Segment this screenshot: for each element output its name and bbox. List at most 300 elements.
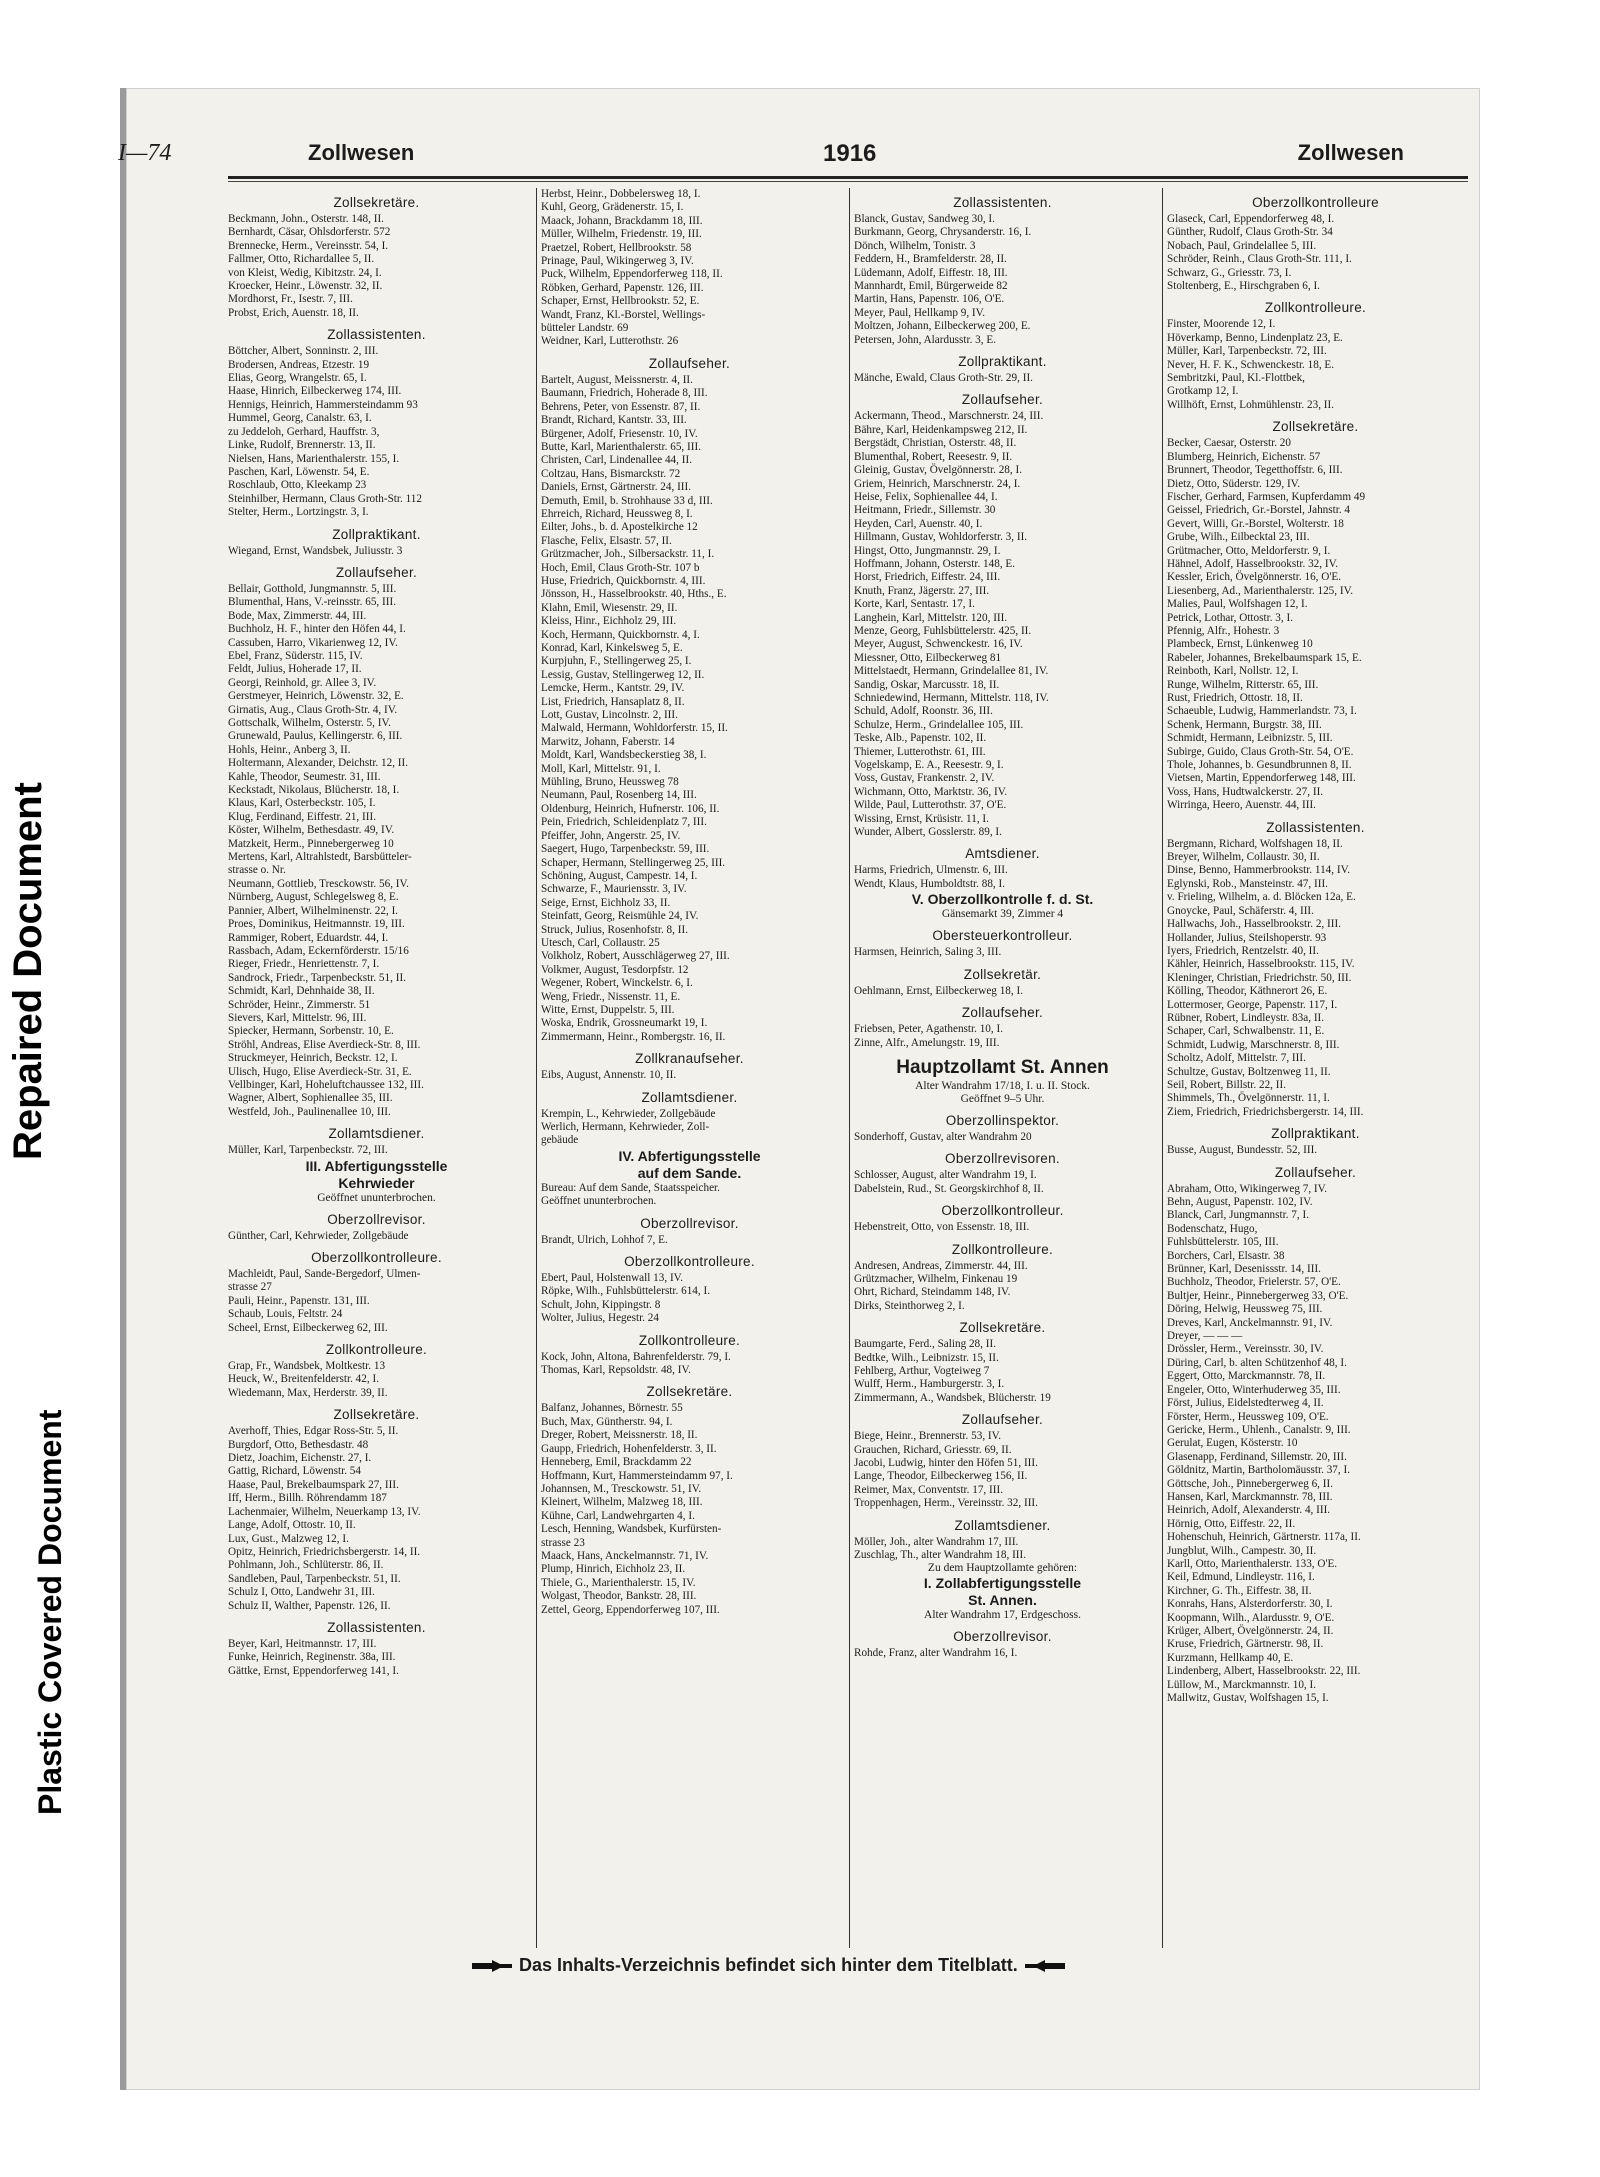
section-heading: Zollsekretäre. [959,1320,1046,1336]
directory-entry: Pannier, Albert, Wilhelminenstr. 22, I. [228,904,399,917]
directory-entry: Gättke, Ernst, Eppendorferweg 141, I. [228,1664,399,1677]
directory-entry: Gattig, Richard, Löwenstr. 54 [228,1465,361,1478]
directory-entry: Roschlaub, Otto, Kleekamp 23 [228,479,367,492]
directory-entry: Schulz I, Otto, Landwehr 31, III. [228,1586,375,1599]
directory-entry: Rammiger, Robert, Eduardstr. 44, I. [228,931,389,944]
side-label-plastic: Plastic Covered Document [32,1409,68,1815]
directory-entry: Fallmer, Otto, Richardallee 5, II. [228,253,375,266]
directory-entry: Behn, August, Papenstr. 102, IV. [1167,1196,1313,1208]
directory-entry: Hoffmann, Johann, Osterstr. 148, E. [854,557,1016,570]
directory-entry: Steinhilber, Hermann, Claus Groth-Str. 112 [228,492,422,505]
directory-entry: Schlosser, August, alter Wandrahm 19, I. [854,1169,1037,1182]
directory-entry: Hallwachs, Joh., Hasselbrookstr. 2, III. [1167,918,1341,931]
directory-entry: Volkmer, August, Tesdorpfstr. 12 [541,963,689,976]
directory-entry: Ehrreich, Richard, Heussweg 8, I. [541,507,693,520]
directory-entry: Wagner, Albert, Sophienallee 35, III. [228,1092,393,1105]
directory-entry: Mühling, Bruno, Heussweg 78 [541,776,679,789]
directory-entry: Gottschalk, Wilhelm, Osterstr. 5, IV. [228,717,391,729]
section-heading: Zollpraktikant. [332,526,421,542]
directory-entry: Bureau: Auf dem Sande, Staatsspeicher. [541,1181,720,1194]
directory-entry: Struck, Julius, Rosenhofstr. 8, II. [541,923,688,936]
directory-entry: Klahn, Emil, Wiesenstr. 29, II. [541,601,678,614]
directory-entry: Bähre, Karl, Heidenkampsweg 212, II. [854,423,1028,436]
section-heading: Oberzollrevisor. [327,1211,426,1227]
directory-entry: Troppenhagen, Herm., Vereinsstr. 32, III. [854,1497,1038,1510]
directory-entry: Voss, Gustav, Frankenstr. 2, IV. [854,772,995,785]
section-heading: Zollpraktikant. [958,354,1047,370]
directory-entry: Oldenburg, Heinrich, Hufnerstr. 106, II. [541,802,720,815]
directory-entry: Jungblut, Wilh., Campestr. 30, II. [1167,1544,1317,1557]
directory-entry: Buchholz, H. F., hinter den Höfen 44, I. [228,623,406,636]
directory-entry: Ackermann, Theod., Marschnerstr. 24, III. [854,410,1044,423]
directory-entry: Blanck, Gustav, Sandweg 30, I. [854,213,995,225]
directory-entry: Wichmann, Otto, Marktstr. 36, IV. [854,785,1008,798]
directory-entry: Scheel, Ernst, Eilbeckerweg 62, III. [228,1321,388,1334]
directory-entry: Jacobi, Ludwig, hinter den Höfen 51, III. [854,1457,1038,1469]
directory-entry: Kurpjuhn, F., Stellingerweg 25, I. [541,655,692,668]
directory-entry: Stoltenberg, E., Hirschgraben 6, I. [1167,280,1320,293]
section-heading: Zollkontrolleure. [951,1241,1054,1257]
directory-entry: Hohls, Heinr., Anberg 3, II. [228,743,351,756]
directory-entry: Geöffnet ununterbrochen. [541,1195,657,1208]
directory-entry: Rust, Friedrich, Ottostr. 18, II. [1167,692,1303,704]
directory-entry: Maack, Hans, Anckelmannstr. 71, IV. [541,1549,709,1562]
directory-entry: Petersen, John, Alardusstr. 3, E. [854,333,997,346]
directory-entry: Fuhlsbüttelerstr. 105, III. [1167,1236,1279,1249]
directory-entry: Pauli, Heinr., Papenstr. 131, III. [228,1294,370,1307]
directory-entry: Dönch, Wilhelm, Tonistr. 3 [854,239,976,252]
directory-entry: Breyer, Wilhelm, Collaustr. 30, II. [1167,851,1320,864]
directory-entry: Först, Julius, Eidelstedterweg 4, II. [1167,1397,1324,1410]
directory-entry: Pein, Friedrich, Schleidenplatz 7, III. [541,816,707,829]
directory-entry: Buch, Max, Güntherstr. 94, I. [541,1415,673,1428]
directory-entry: Probst, Erich, Auenstr. 18, II. [228,306,359,319]
directory-entry: Oehlmann, Ernst, Eilbeckerweg 18, I. [854,984,1024,997]
directory-entry: Dreves, Karl, Anckelmannstr. 91, IV. [1167,1316,1333,1329]
directory-entry: Kleninger, Christian, Friedrichstr. 50, III. [1167,971,1352,984]
directory-entry: Kurzmann, Hellkamp 40, E. [1167,1651,1294,1664]
directory-entry: Holtermann, Alexander, Deichstr. 12, II. [228,757,409,770]
directory-entry: Pfennig, Alfr., Hohestr. 3 [1167,624,1280,637]
directory-entry: Ebel, Franz, Süderstr. 115, IV. [228,649,363,662]
directory-entry: Runge, Wilhelm, Ritterstr. 65, III. [1167,678,1319,691]
section-heading: Zollaufseher. [648,355,731,371]
section-heading: Zollassistenten. [327,1619,426,1635]
directory-entry: Heitmann, Friedr., Sillemstr. 30 [854,504,996,517]
section-heading: Zollaufseher. [1274,1164,1357,1180]
directory-entry: Langhein, Karl, Mittelstr. 120, III. [854,611,1008,624]
section-note: Alter Wandrahm 17, Erdgeschoss. [924,1609,1081,1622]
directory-entry: Zinne, Alfr., Amelungstr. 19, III. [854,1036,1000,1049]
directory-entry: Pfeiffer, John, Angerstr. 25, IV. [541,829,681,842]
directory-entry: Lessig, Gustav, Stellingerweg 12, II. [541,668,705,681]
directory-entry: Averhoff, Thies, Edgar Ross-Str. 5, II. [228,1425,399,1438]
directory-entry: Geissel, Friedrich, Gr.-Borstel, Jahnstr. 4 [1167,504,1351,517]
directory-entry: Wilde, Paul, Lutterothstr. 37, O'E. [854,799,1007,812]
directory-entry: Martin, Hans, Papenstr. 106, O'E. [854,293,1005,306]
directory-entry: Hummel, Georg, Canalstr. 63, I. [228,412,372,425]
directory-entry: Andresen, Andreas, Zimmerstr. 44, III. [854,1259,1028,1272]
directory-entry: Rabeler, Johannes, Brekelbaumspark 15, E. [1167,651,1362,664]
directory-entry: Wiedemann, Max, Herderstr. 39, II. [228,1386,388,1399]
directory-entry: Balfanz, Johannes, Börnestr. 55 [541,1402,683,1415]
directory-entry: Machleidt, Paul, Sande-Bergedorf, Ulmen- [228,1268,421,1280]
directory-entry: Haase, Paul, Brekelbaumspark 27, III. [228,1478,399,1491]
directory-entry: Ohrt, Richard, Steindamm 148, IV. [854,1286,1011,1299]
directory-entry: Vellbinger, Karl, Hoheluftchaussee 132, III. [228,1078,424,1091]
directory-entry: Mallwitz, Gustav, Wolfshagen 15, I. [1167,1692,1329,1705]
directory-entry: Nürnberg, August, Schlegelsweg 8, E. [228,891,399,904]
directory-entry: Buchholz, Theodor, Frielerstr. 57, O'E. [1167,1276,1341,1289]
directory-entry: Böttcher, Albert, Sonninstr. 2, III. [228,345,379,358]
directory-entry: Subirge, Guido, Claus Groth-Str. 54, O'E. [1167,745,1354,758]
directory-entry: Grap, Fr., Wandsbek, Moltkestr. 13 [228,1360,386,1373]
directory-entry: Knuth, Franz, Jägerstr. 27, III. [854,584,990,597]
directory-entry: Hähnel, Adolf, Hasselbrookstr. 32, IV. [1167,557,1339,570]
directory-entry: Zimmermann, Heinr., Rombergstr. 16, II. [541,1030,726,1043]
directory-entry: Drössler, Herm., Vereinsstr. 30, IV. [1167,1343,1324,1356]
directory-entry: Biege, Heinr., Brennerstr. 53, IV. [854,1430,1002,1443]
section-note: Gänsemarkt 39, Zimmer 4 [941,908,1064,921]
section-heading: Kehrwieder [338,1174,415,1191]
directory-entry: Blanck, Carl, Jungmannstr. 7, I. [1167,1209,1310,1222]
section-heading: Zollsekretär. [963,966,1042,982]
directory-entry: Lottermoser, George, Papenstr. 117, I. [1167,998,1338,1011]
directory-entry: Sievers, Karl, Mittelstr. 96, III. [228,1011,367,1024]
directory-entry: Finster, Moorende 12, I. [1167,318,1276,331]
directory-entry: Sandig, Oskar, Marcusstr. 18, II. [854,678,1000,691]
directory-entry: Iff, Herm., Billh. Röhrendamm 187 [228,1492,387,1505]
directory-entry: Baumgarte, Ferd., Saling 28, II. [854,1338,996,1351]
directory-entry: Schaper, Hermann, Stellingerweg 25, III. [541,856,726,869]
directory-entry: Schröder, Heinr., Zimmerstr. 51 [228,998,371,1011]
section-heading: Zollaufseher. [335,564,418,580]
directory-entry: Maack, Johann, Brackdamm 18, III. [541,214,703,227]
directory-entry: Wolter, Julius, Hegestr. 24 [541,1312,659,1325]
directory-entry: Mertens, Karl, Altrahlstedt, Barsbütteler- [228,851,412,864]
section-heading: Hauptzollamt St. Annen [896,1056,1109,1078]
directory-entry: Lindenberg, Albert, Hasselbrookstr. 22, III. [1167,1665,1361,1678]
directory-entry: Köster, Wilhelm, Bethesdastr. 49, IV. [228,824,395,837]
directory-entry: strasse o. Nr. [228,864,286,877]
directory-entry: Keckstadt, Nikolaus, Blücherstr. 18, I. [228,784,400,797]
directory-entry: Ströhl, Andreas, Elise Averdieck-Str. 8, III. [228,1038,421,1051]
directory-entry: Schmidt, Karl, Dehnhaide 38, II. [228,985,375,998]
section-heading: Obersteuerkontrolleur. [932,928,1073,944]
directory-entry: Krempin, L., Kehrwieder, Zollgebäude [541,1107,716,1120]
directory-entry: Coltzau, Hans, Bismarckstr. 72 [541,467,681,480]
directory-entry: Nielsen, Hans, Marienthalerstr. 155, I. [228,452,400,465]
directory-entry: Never, H. F. K., Schwenckestr. 18, E. [1167,358,1335,371]
directory-entry: Malwald, Hermann, Wohldorferstr. 15, II. [541,722,728,735]
section-heading: Zollaufseher. [961,392,1044,408]
section-heading: Zollamtsdiener. [641,1089,738,1105]
directory-entry: Bürgener, Adolf, Friesenstr. 10, IV. [541,427,698,440]
directory-entry: Busse, August, Bundesstr. 52, III. [1167,1144,1318,1157]
directory-entry: Müller, Karl, Tarpenbeckstr. 72, III. [228,1144,388,1157]
directory-entry: Dietz, Joachim, Eichenstr. 27, I. [228,1452,372,1465]
directory-entry: Dietz, Otto, Süderstr. 129, IV. [1167,477,1301,490]
directory-entry: Höverkamp, Benno, Lindenplatz 23, E. [1167,331,1343,344]
directory-entry: Schulze, Herm., Grindelallee 105, III. [854,718,1024,731]
section-heading: Zollkranaufseher. [635,1051,744,1067]
directory-entry: Hörnig, Otto, Eiffestr. 22, II. [1167,1517,1296,1530]
directory-entry: Westfeld, Joh., Paulinenallee 10, III. [228,1105,391,1118]
directory-entry: Schenk, Hermann, Burgstr. 38, III. [1167,718,1322,731]
section-heading: Amtsdiener. [965,846,1040,862]
directory-entry: Thiele, G., Marienthalerstr. 15, IV. [541,1576,696,1589]
directory-entry: Hoffmann, Kurt, Hammersteindamm 97, I. [541,1469,733,1482]
directory-entry: Schmidt, Hermann, Leibnizstr. 5, III. [1167,732,1333,745]
directory-entry: Mänche, Ewald, Claus Groth-Str. 29, II. [854,372,1033,385]
directory-entry: Pohlmann, Joh., Schlüterstr. 86, II. [228,1559,384,1572]
column-1 [228,188,525,1948]
directory-entry: Georgi, Reinhold, gr. Allee 3, IV. [228,676,377,689]
directory-entry: Opitz, Heinrich, Friedrichsbergerstr. 14, II. [228,1545,421,1558]
directory-entry: Lott, Gustav, Lincolnstr. 2, III. [541,709,678,722]
directory-entry: Feddern, H., Bramfelderstr. 28, II. [854,253,1007,266]
directory-entry: Kirchner, G. Th., Eiffestr. 38, II. [1167,1584,1312,1597]
directory-entry: Gericke, Herm., Uhlenh., Canalstr. 9, III. [1167,1423,1351,1436]
directory-entry: Gerulat, Eugen, Kösterstr. 10 [1167,1437,1298,1450]
directory-entry: Kruse, Friedrich, Gärtnerstr. 98, II. [1167,1638,1324,1651]
directory-entry: Spiecker, Hermann, Sorbenstr. 10, E. [228,1025,394,1038]
directory-entry: Koopmann, Wilh., Alardusstr. 9, O'E. [1167,1611,1335,1624]
directory-entry: Grützmacher, Joh., Silbersackstr. 11, I. [541,548,715,561]
directory-entry: Demuth, Emil, b. Strohhause 33 d, III. [541,494,713,507]
directory-entry: Grube, Wilh., Eilbecktal 23, III. [1167,531,1310,544]
directory-entry: Zuschlag, Th., alter Wandrahm 18, III. [854,1549,1027,1562]
directory-entry: Gaupp, Friedrich, Hohenfelderstr. 3, II. [541,1442,717,1455]
directory-entry: Brandt, Ulrich, Lohhof 7, E. [541,1233,668,1246]
directory-columns [228,188,1468,1948]
directory-entry: Dirks, Steinthorweg 2, I. [854,1299,965,1312]
directory-entry: Moltzen, Johann, Eilbeckerweg 200, E. [854,320,1031,333]
directory-entry: Werlich, Hermann, Kehrwieder, Zoll- [541,1121,710,1133]
directory-entry: Schult, John, Kippingstr. 8 [541,1298,661,1311]
directory-entry: Schwarze, F., Mauriensstr. 3, IV. [541,883,687,896]
section-heading: Oberzollrevisor. [953,1629,1052,1645]
directory-entry: Günther, Rudolf, Claus Groth-Str. 34 [1167,226,1333,239]
directory-entry: Sembritzki, Paul, Kl.-Flottbek, [1167,372,1305,385]
column-4 [1167,188,1464,1948]
section-heading: Zollamtsdiener. [954,1517,1051,1533]
directory-entry: Malies, Paul, Wolfshagen 12, I. [1167,598,1308,611]
directory-entry: Rieger, Friedr., Henriettenstr. 7, I. [228,958,380,971]
directory-entry: Konrad, Karl, Kinkelsweg 5, E. [541,642,683,654]
section-note: Alter Wandrahm 17/18, I. u. II. Stock. [915,1079,1090,1092]
directory-entry: Linke, Rudolf, Brennerstr. 13, II. [228,439,376,452]
directory-entry: Hohenschuh, Heinrich, Gärtnerstr. 117a, II. [1167,1531,1361,1544]
directory-entry: Liesenberg, Ad., Marienthalerstr. 125, IV. [1167,584,1354,597]
directory-entry: Thiemer, Lutterothstr. 61, III. [854,745,986,758]
directory-entry: Schniedewind, Hermann, Mittelstr. 118, IV. [854,692,1049,704]
section-heading: Zollkontrolleure. [1264,300,1367,316]
directory-entry: Brennecke, Herm., Vereinsstr. 54, I. [228,239,389,252]
directory-entry: Lemcke, Herm., Kantstr. 29, IV. [541,682,685,695]
directory-entry: Wolgast, Theodor, Bankstr. 28, III. [541,1590,697,1603]
directory-entry: Behrens, Peter, von Essenstr. 87, II. [541,400,701,413]
directory-entry: Gnoycke, Paul, Schäferstr. 4, III. [1167,904,1314,917]
directory-entry: Becker, Caesar, Osterstr. 20 [1167,437,1291,450]
directory-entry: Grotkamp 12, I. [1167,385,1239,398]
directory-entry: Sandrock, Friedr., Tarpenbeckstr. 51, II. [228,971,406,984]
directory-entry: Göldnitz, Martin, Bartholomäusstr. 37, I. [1167,1464,1351,1477]
directory-entry: Koch, Hermann, Quickbornstr. 4, I. [541,628,700,641]
directory-entry: Thomas, Karl, Repsoldstr. 48, IV. [541,1364,691,1377]
directory-entry: Düring, Carl, b. alten Schützenhof 48, I. [1167,1356,1347,1369]
section-heading: Oberzollkontrolleure. [624,1254,755,1270]
section-heading: Zollsekretäre. [1272,419,1359,435]
directory-entry: Funke, Heinrich, Reginenstr. 38a, III. [228,1651,396,1664]
section-heading: Zollassistenten. [1266,819,1365,835]
directory-entry: Bodenschatz, Hugo, [1167,1222,1258,1235]
section-heading: Zollassistenten. [327,327,426,343]
directory-entry: Reinboth, Karl, Nollstr. 12, I. [1167,665,1299,678]
directory-entry: Feldt, Julius, Hoherade 17, II. [228,663,362,676]
side-label-repaired: Repaired Document [6,782,50,1160]
directory-entry: Nobach, Paul, Grindelallee 5, III. [1167,239,1317,252]
directory-entry: Wegener, Robert, Winckelstr. 6, I. [541,977,693,990]
section-heading: Oberzollrevisoren. [945,1151,1060,1167]
directory-entry: Kock, John, Altona, Bahrenfelderstr. 79, I. [541,1350,731,1363]
directory-entry: Puck, Wilhelm, Eppendorferweg 118, II. [541,268,723,281]
directory-entry: Gevert, Willi, Gr.-Borstel, Wolterstr. 18 [1167,517,1344,530]
directory-entry: Engeler, Otto, Winterhuderweg 35, III. [1167,1383,1341,1396]
column-3 [854,188,1151,1948]
directory-entry: Hollander, Julius, Steilshoperstr. 93 [1167,931,1327,944]
directory-entry: zu Jeddeloh, Gerhard, Hauffstr. 3, [228,425,380,438]
directory-entry: Kleiss, Hinr., Eichholz 29, III. [541,615,677,628]
directory-entry: Korte, Karl, Sentastr. 17, I. [854,598,975,611]
directory-entry: Elias, Georg, Wrangelstr. 65, I. [228,372,367,385]
directory-entry: Harms, Friedrich, Ulmenstr. 6, III. [854,864,1008,877]
section-note: Geöffnet 9–5 Uhr. [960,1092,1045,1105]
directory-entry: Schaper, Carl, Schwalbenstr. 11, E. [1167,1025,1325,1038]
directory-entry: Kühne, Carl, Landwehrgarten 4, I. [541,1509,695,1522]
directory-entry: Meyer, Paul, Hellkamp 9, IV. [854,306,986,319]
directory-entry: Flasche, Felix, Elsastr. 57, II. [541,534,672,547]
directory-entry: Bultjer, Heinr., Pinnebergerweg 33, O'E. [1167,1289,1349,1302]
directory-entry: Schaper, Ernst, Hellbrookstr. 52, E. [541,295,700,308]
directory-entry: strasse 23 [541,1536,585,1549]
directory-entry: Abraham, Otto, Wikingerweg 7, IV. [1167,1182,1328,1195]
directory-entry: Wulff, Herm., Hamburgerstr. 3, I. [854,1378,1005,1391]
directory-entry: Heuck, W., Breitenfelderstr. 42, I. [228,1373,379,1386]
directory-entry: Rübner, Robert, Lindleystr. 83a, II. [1167,1011,1325,1024]
directory-entry: Kroecker, Heinr., Löwenstr. 32, II. [228,280,383,293]
directory-entry: Johannsen, M., Tresckowstr. 51, IV. [541,1482,702,1495]
directory-entry: Willhöft, Ernst, Lohmühlenstr. 23, II. [1167,398,1335,411]
directory-entry: Hingst, Otto, Jungmannstr. 29, I. [854,544,1001,557]
directory-entry: Kessler, Erich, Övelgönnerstr. 16, O'E. [1167,571,1342,584]
directory-entry: Plambeck, Ernst, Lünkenweg 10 [1167,638,1313,651]
directory-entry: Gerstmeyer, Heinrich, Löwenstr. 32, E. [228,690,404,703]
directory-entry: Fischer, Gerhard, Farmsen, Kupferdamm 49 [1167,490,1366,503]
directory-entry: Eglynski, Rob., Mansteinstr. 47, III. [1167,877,1328,890]
directory-entry: Miessner, Otto, Eilbeckerweg 81 [854,651,1002,664]
directory-entry: Förster, Herm., Heussweg 109, O'E. [1167,1410,1329,1423]
directory-entry: Klug, Ferdinand, Eiffestr. 21, III. [228,810,376,823]
directory-entry: Reimer, Max, Conventstr. 17, III. [854,1483,1004,1496]
directory-entry: Thole, Johannes, b. Gesundbrunnen 8, II. [1167,759,1352,772]
directory-entry: Seil, Robert, Billstr. 22, II. [1167,1078,1287,1091]
directory-entry: Wiegand, Ernst, Wandsbek, Juliusstr. 3 [228,544,403,557]
directory-entry: Klaus, Karl, Osterbeckstr. 105, I. [228,797,376,810]
section-heading: Oberzollinspektor. [945,1112,1060,1128]
directory-entry: Wendt, Klaus, Humboldtstr. 88, I. [854,877,1006,890]
directory-entry: Fehlberg, Arthur, Vogteiweg 7 [854,1364,990,1377]
directory-entry: Müller, Wilhelm, Friedenstr. 19, III. [541,228,702,241]
directory-entry: Röpke, Wilh., Fuhlsbüttelerstr. 614, I. [541,1285,711,1298]
directory-entry: Konrahs, Hans, Alsterdorferstr. 30, I. [1167,1598,1333,1611]
directory-entry: Brodersen, Andreas, Etzestr. 19 [228,358,370,371]
directory-entry: Schaub, Louis, Feltstr. 24 [228,1308,343,1321]
directory-entry: Glasenapp, Ferdinand, Sillemstr. 20, III. [1167,1450,1347,1463]
directory-entry: Sonderhoff, Gustav, alter Wandrahm 20 [854,1130,1032,1143]
directory-entry: Beyer, Karl, Heitmannstr. 17, III. [228,1637,377,1650]
directory-entry: Vogelskamp, E. A., Reesestr. 9, I. [854,759,1004,772]
page-header [118,140,1464,174]
directory-entry: Mittelstaedt, Hermann, Grindelallee 81, IV. [854,665,1049,678]
directory-entry: Wissing, Ernst, Krüsistr. 11, I. [854,812,989,825]
directory-entry: Blumenthal, Hans, V.-reinsstr. 65, III. [228,596,397,609]
directory-entry: Petrick, Lothar, Ottostr. 3, I. [1167,611,1294,624]
directory-entry: Henneberg, Emil, Brackdamm 22 [541,1456,692,1469]
directory-entry: Hennigs, Heinrich, Hammersteindamm 93 [228,398,418,411]
directory-entry: Seige, Ernst, Eichholz 33, II. [541,896,671,909]
directory-entry: Friebsen, Peter, Agathenstr. 10, I. [854,1023,1004,1036]
directory-entry: Saegert, Hugo, Tarpenbeckstr. 59, III. [541,843,710,856]
section-heading: Zollaufseher. [961,1005,1044,1021]
directory-entry: Stelter, Herm., Lortzingstr. 3, I. [228,506,369,519]
directory-entry: Hillmann, Gustav, Wohldorferstr. 3, II. [854,531,1028,544]
directory-entry: Plump, Hinrich, Eichholz 23, II. [541,1563,686,1576]
footer-text: Das Inhalts-Verzeichnis befindet sich hinter dem Titelblatt. [519,1955,1018,1975]
directory-entry: Dreyer, — — — [1167,1330,1243,1343]
section-heading: Zollamtsdiener. [328,1126,425,1142]
section-heading: Zollassistenten. [953,195,1052,210]
directory-entry: Prinage, Paul, Wikingerweg 3, IV. [541,255,694,268]
directory-entry: Schöning, August, Campestr. 14, I. [541,869,698,882]
directory-entry: Hebenstreit, Otto, von Essenstr. 18, III. [854,1221,1030,1234]
directory-entry: Brandt, Richard, Kantstr. 33, III. [541,414,687,427]
directory-entry: Lüllow, M., Marckmannstr. 10, I. [1167,1678,1317,1691]
directory-entry: Krüger, Albert, Övelgönnerstr. 24, II. [1167,1625,1334,1637]
directory-entry: Ulisch, Hugo, Elise Averdieck-Str. 31, E. [228,1065,412,1078]
directory-entry: Ziem, Friedrich, Friedrichsbergerstr. 14, III. [1167,1105,1364,1118]
directory-entry: gebäude [541,1134,579,1147]
directory-entry: Blumberg, Heinrich, Eichenstr. 57 [1167,450,1321,463]
column-2 [541,188,838,1948]
directory-entry: Weng, Friedr., Nissenstr. 11, E. [541,990,681,1003]
directory-entry: von Kleist, Wedig, Kibitzstr. 24, I. [228,266,382,279]
directory-entry: Baumann, Friedrich, Hoherade 8, III. [541,387,708,400]
directory-entry: Wunder, Albert, Gosslerstr. 89, I. [854,826,1002,839]
directory-entry: Wirringa, Heero, Auenstr. 44, III. [1167,799,1316,812]
directory-entry: Dinse, Benno, Hammerbrookstr. 114, IV. [1167,864,1351,877]
directory-entry: Eggert, Otto, Marckmannstr. 78, II. [1167,1370,1326,1383]
directory-entry: Ebert, Paul, Holstenwall 13, IV. [541,1272,684,1285]
directory-entry: Schultze, Gustav, Boltzenweg 11, II. [1167,1065,1331,1078]
directory-entry: Schulz II, Walther, Papenstr. 126, II. [228,1599,391,1612]
directory-entry: Bernhardt, Cäsar, Ohlsdorferstr. 572 [228,226,391,239]
directory-entry: Butte, Karl, Marienthalerstr. 65, III. [541,440,701,453]
section-heading: Zollkontrolleure. [638,1332,741,1348]
section-heading: Zollkontrolleure. [325,1342,428,1358]
section-heading: St. Annen. [968,1592,1037,1609]
section-heading: Zollpraktikant. [1271,1126,1360,1142]
